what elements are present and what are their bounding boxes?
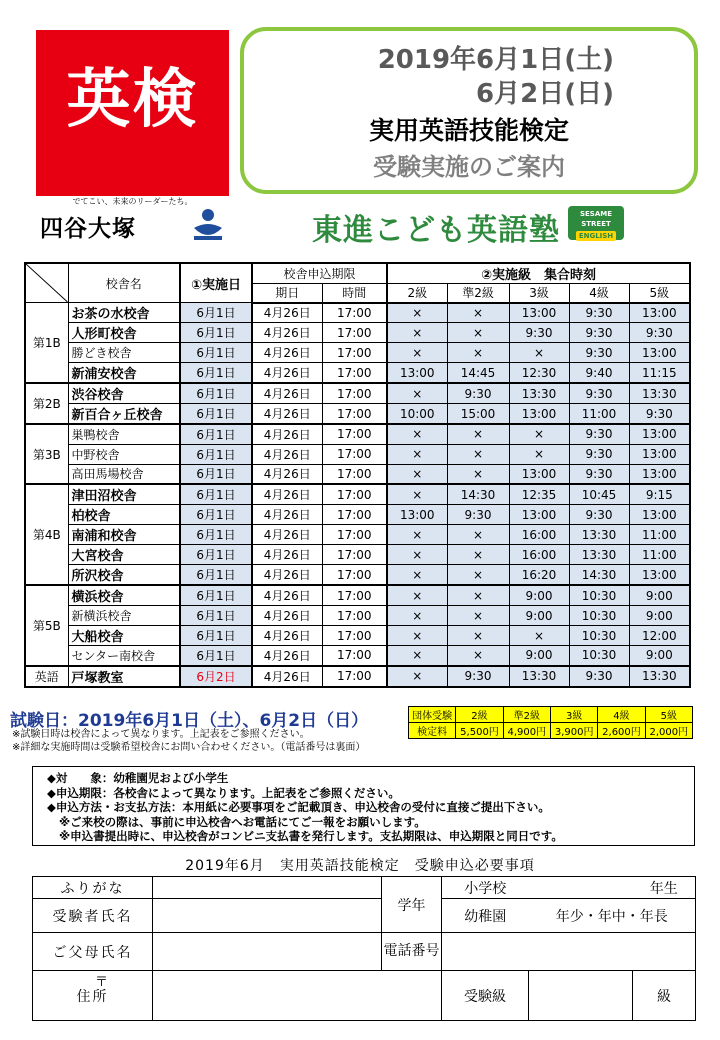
- fee-amount: 3,900円: [550, 723, 597, 739]
- deadline-date: 4月26日: [252, 626, 322, 646]
- gather-time: ×: [387, 626, 447, 646]
- fee-amount: 5,500円: [456, 723, 503, 739]
- deadline-time: 17:00: [322, 666, 387, 687]
- application-form: [32, 876, 696, 1021]
- deadline-date: 4月26日: [252, 484, 322, 505]
- fee-amount: 2,000円: [645, 723, 692, 739]
- header-grade: 5級: [629, 284, 690, 303]
- exam-date: 6月1日: [180, 303, 252, 323]
- grade-label: 学年: [382, 877, 442, 933]
- note-line: ※試験日時は校舎によって異なります。上記表をご参照ください。: [12, 729, 310, 740]
- exam-date: 6月1日: [180, 606, 252, 626]
- exam-date: 6月1日: [180, 525, 252, 545]
- gather-time: 9:30: [569, 505, 629, 525]
- school-name: 新浦安校舎: [68, 363, 180, 384]
- gather-time: ×: [509, 444, 569, 464]
- school-name: 横浜校舎: [68, 585, 180, 606]
- gather-time: 11:15: [629, 363, 690, 384]
- school-name: お茶の水校舎: [68, 303, 180, 323]
- exam-date: 6月1日: [180, 444, 252, 464]
- eiken-logo-text: 英検: [66, 63, 199, 137]
- gather-time: ×: [447, 464, 509, 484]
- table-row: [25, 606, 690, 626]
- gather-time: ×: [387, 525, 447, 545]
- school-name: 南浦和校舎: [68, 525, 180, 545]
- exam-date: 6月1日: [180, 383, 252, 404]
- school-name: 新百合ヶ丘校舎: [68, 404, 180, 425]
- deadline-time: 17:00: [322, 626, 387, 646]
- info-line: ※ご来校の際は、事前に申込校舎へお電話にてご一報をお願いします。: [59, 814, 426, 829]
- school-name: 勝どき校舎: [68, 343, 180, 363]
- group-label: 第5B: [25, 585, 68, 666]
- gather-time: 9:30: [569, 424, 629, 444]
- gather-time: ×: [387, 666, 447, 687]
- exam-date: 6月1日: [180, 484, 252, 505]
- gather-time: 13:00: [509, 404, 569, 425]
- gather-time: 13:00: [629, 444, 690, 464]
- gather-time: 11:00: [629, 545, 690, 565]
- gather-time: ×: [509, 343, 569, 363]
- school-name: 新横浜校舎: [68, 606, 180, 626]
- fee-amount: 4,900円: [503, 723, 550, 739]
- exam-date: 6月1日: [180, 424, 252, 444]
- school-name: 柏校舎: [68, 505, 180, 525]
- schedule-table: [24, 262, 691, 688]
- exam-grade-label: 受験級: [442, 971, 529, 1021]
- elementary-label: 小学校: [442, 877, 529, 899]
- deadline-time: 17:00: [322, 303, 387, 323]
- gather-time: 9:30: [629, 404, 690, 425]
- deadline-date: 4月26日: [252, 585, 322, 606]
- toshin-logo: 東進こども英語塾: [312, 213, 560, 248]
- deadline-time: 17:00: [322, 646, 387, 666]
- yotsuya-name: 四谷大塚: [40, 216, 136, 242]
- table-row: [25, 565, 690, 586]
- gather-time: ×: [387, 444, 447, 464]
- exam-date: 6月1日: [180, 404, 252, 425]
- eiken-slogan: でてこい、未来のリーダーたち。: [72, 197, 193, 206]
- fee-grade: 4級: [598, 707, 645, 723]
- info-box: [32, 766, 695, 846]
- fee-grade: 準2級: [503, 707, 550, 723]
- deadline-date: 4月26日: [252, 343, 322, 363]
- deadline-time: 17:00: [322, 525, 387, 545]
- exam-date: 6月1日: [180, 646, 252, 666]
- sesame-english: ENGLISH: [576, 231, 616, 241]
- gather-time: 9:30: [447, 666, 509, 687]
- gather-time: ×: [387, 646, 447, 666]
- table-row: [25, 343, 690, 363]
- gather-time: ×: [447, 424, 509, 444]
- school-name: センター南校舎: [68, 646, 180, 666]
- header-grade: 準2級: [447, 284, 509, 303]
- gather-time: 9:30: [569, 383, 629, 404]
- table-row: [25, 363, 690, 384]
- gather-time: 13:30: [569, 545, 629, 565]
- deadline-date: 4月26日: [252, 404, 322, 425]
- table-row: [25, 484, 690, 505]
- gather-time: 13:00: [629, 424, 690, 444]
- header-grade: 3級: [509, 284, 569, 303]
- fee-row-label: 団体受験: [409, 707, 456, 723]
- header-school: 校舎名: [68, 263, 180, 303]
- group-label: 第3B: [25, 424, 68, 484]
- page-subtitle: 受験実施のご案内: [373, 153, 565, 181]
- gather-time: 13:30: [509, 666, 569, 687]
- deadline-date: 4月26日: [252, 606, 322, 626]
- gather-time: 10:30: [569, 585, 629, 606]
- exam-date: 6月1日: [180, 464, 252, 484]
- header-deadline-time: 時間: [322, 284, 387, 303]
- exam-date: 6月1日: [180, 505, 252, 525]
- gather-time: ×: [387, 323, 447, 343]
- group-label: 英語: [25, 666, 68, 687]
- gather-time: 13:00: [629, 343, 690, 363]
- table-row: [25, 444, 690, 464]
- table-row: [25, 404, 690, 425]
- school-name: 渋谷校舎: [68, 383, 180, 404]
- gather-time: 14:30: [569, 565, 629, 586]
- gather-time: 10:30: [569, 626, 629, 646]
- gather-time: 10:30: [569, 606, 629, 626]
- deadline-date: 4月26日: [252, 464, 322, 484]
- exam-date: 6月1日: [180, 363, 252, 384]
- deadline-date: 4月26日: [252, 383, 322, 404]
- table-corner: [25, 263, 68, 303]
- deadline-time: 17:00: [322, 343, 387, 363]
- deadline-time: 17:00: [322, 545, 387, 565]
- header-deadline: 校舎申込期限: [252, 263, 387, 284]
- gather-time: 9:30: [629, 323, 690, 343]
- gather-time: 9:00: [629, 606, 690, 626]
- deadline-time: 17:00: [322, 444, 387, 464]
- school-name: 高田馬場校舎: [68, 464, 180, 484]
- gather-time: ×: [387, 585, 447, 606]
- parent-name-field[interactable]: [153, 933, 382, 971]
- yotsuya-logo: [40, 208, 240, 244]
- gather-time: ×: [387, 606, 447, 626]
- deadline-time: 17:00: [322, 404, 387, 425]
- nensei-label: 年生: [633, 877, 696, 899]
- header-deadline-date: 期日: [252, 284, 322, 303]
- school-name: 大宮校舎: [68, 545, 180, 565]
- exam-date-line2: 6月2日(日): [476, 79, 614, 109]
- table-row: [25, 626, 690, 646]
- table-row: [25, 505, 690, 525]
- gather-time: ×: [447, 646, 509, 666]
- exam-date: 6月1日: [180, 545, 252, 565]
- table-row: [25, 303, 690, 323]
- school-name: 所沢校舎: [68, 565, 180, 586]
- gather-time: 13:00: [387, 363, 447, 384]
- examinee-name-label: 受験者氏名: [33, 899, 153, 933]
- school-name: 中野校舎: [68, 444, 180, 464]
- small-notes: [12, 728, 365, 754]
- gather-time: ×: [387, 383, 447, 404]
- gather-time: ×: [447, 343, 509, 363]
- gather-time: ×: [387, 565, 447, 586]
- gather-time: ×: [387, 464, 447, 484]
- gather-time: 11:00: [569, 404, 629, 425]
- deadline-date: 4月26日: [252, 646, 322, 666]
- deadline-date: 4月26日: [252, 666, 322, 687]
- deadline-date: 4月26日: [252, 525, 322, 545]
- exam-date: 6月1日: [180, 585, 252, 606]
- note-line: ※詳細な実施時間は受験希望校舎にお問い合わせください。（電話番号は裏面）: [12, 742, 366, 753]
- table-row: [25, 666, 690, 687]
- phone-label: 電話番号: [382, 933, 442, 971]
- gather-time: ×: [447, 525, 509, 545]
- table-row: [25, 585, 690, 606]
- exam-date: 6月1日: [180, 565, 252, 586]
- gather-time: 9:00: [509, 585, 569, 606]
- group-label: 第1B: [25, 303, 68, 384]
- gather-time: ×: [447, 565, 509, 586]
- group-label: 第4B: [25, 484, 68, 585]
- gather-time: ×: [447, 444, 509, 464]
- table-row: [25, 464, 690, 484]
- gather-time: 9:30: [569, 464, 629, 484]
- fee-grade: 2級: [456, 707, 503, 723]
- deadline-date: 4月26日: [252, 444, 322, 464]
- form-title: 2019年6月 実用英語技能検定 受験申込必要事項: [185, 858, 535, 874]
- exam-grade-field[interactable]: [529, 971, 633, 1021]
- deadline-date: 4月26日: [252, 424, 322, 444]
- gather-time: ×: [387, 424, 447, 444]
- gather-time: ×: [447, 323, 509, 343]
- gather-time: 9:00: [509, 606, 569, 626]
- elementary-grade-field[interactable]: [529, 877, 633, 899]
- gather-time: 15:00: [447, 404, 509, 425]
- info-line: ◆申込期限：各校舎によって異なります。上記表をご参照ください。: [47, 785, 400, 800]
- deadline-time: 17:00: [322, 565, 387, 586]
- deadline-time: 17:00: [322, 323, 387, 343]
- gather-time: ×: [447, 303, 509, 323]
- header-grade: 2級: [387, 284, 447, 303]
- header-grade: 4級: [569, 284, 629, 303]
- gather-time: ×: [447, 545, 509, 565]
- gather-time: 13:00: [509, 303, 569, 323]
- examinee-name-field[interactable]: [153, 899, 382, 933]
- title-box: [240, 27, 698, 194]
- deadline-time: 17:00: [322, 505, 387, 525]
- gather-time: 13:00: [629, 565, 690, 586]
- exam-date: 6月1日: [180, 626, 252, 646]
- exam-date: 6月1日: [180, 343, 252, 363]
- gather-time: ×: [447, 606, 509, 626]
- school-name: 戸塚教室: [68, 666, 180, 687]
- deadline-time: 17:00: [322, 363, 387, 384]
- gather-time: 13:00: [387, 505, 447, 525]
- gather-time: 9:30: [569, 666, 629, 687]
- kinder-years-options[interactable]: 年少・年中・年長: [529, 899, 696, 933]
- gather-time: ×: [387, 545, 447, 565]
- page-title: 実用英語技能検定: [368, 116, 569, 145]
- address-field[interactable]: [95, 971, 442, 1021]
- sesame-text: SESAME STREET: [579, 210, 613, 228]
- fee-grade: 5級: [645, 707, 692, 723]
- school-name: 大船校舎: [68, 626, 180, 646]
- gather-time: 9:00: [629, 646, 690, 666]
- gather-time: ×: [509, 424, 569, 444]
- schedule-body: [25, 303, 690, 687]
- header-exam-date: ①実施日: [180, 263, 252, 303]
- gather-time: 9:30: [447, 383, 509, 404]
- gather-time: 10:45: [569, 484, 629, 505]
- deadline-time: 17:00: [322, 383, 387, 404]
- info-line: ◆対 象：幼稚園児および小学生: [47, 771, 229, 785]
- deadline-time: 17:00: [322, 424, 387, 444]
- gather-time: ×: [387, 484, 447, 505]
- school-name: 人形町校舎: [68, 323, 180, 343]
- gather-time: 13:30: [629, 666, 690, 687]
- gather-time: 9:30: [447, 505, 509, 525]
- gather-time: 9:15: [629, 484, 690, 505]
- fee-table: [408, 706, 693, 739]
- gather-time: 9:40: [569, 363, 629, 384]
- gather-time: 11:00: [629, 525, 690, 545]
- gather-time: 16:00: [509, 525, 569, 545]
- table-row: [25, 383, 690, 404]
- deadline-date: 4月26日: [252, 545, 322, 565]
- gather-time: ×: [509, 626, 569, 646]
- deadline-date: 4月26日: [252, 565, 322, 586]
- school-name: 巣鴨校舎: [68, 424, 180, 444]
- info-line: ◆申込方法・お支払方法：本用紙に必要事項をご記載頂き、申込校舎の受付に直接ご提出下さい。: [47, 800, 550, 814]
- info-line: ※申込書提出時に、申込校舎がコンビニ支払書を発行します。支払期限は、申込期限と同日です。: [59, 829, 563, 843]
- gather-time: 13:30: [509, 383, 569, 404]
- sesame-street-logo: [568, 206, 624, 240]
- gather-time: 13:30: [569, 525, 629, 545]
- zip-mark: 〒: [95, 975, 109, 990]
- gather-time: 14:45: [447, 363, 509, 384]
- kyu-label: 級: [633, 971, 696, 1021]
- gather-time: 9:30: [569, 303, 629, 323]
- gather-time: 14:30: [447, 484, 509, 505]
- gather-time: ×: [447, 585, 509, 606]
- gather-time: 9:30: [569, 323, 629, 343]
- gather-time: 9:00: [629, 585, 690, 606]
- table-row: [25, 525, 690, 545]
- gather-time: 16:20: [509, 565, 569, 586]
- header-gather: ②実施級 集合時刻: [387, 263, 690, 284]
- deadline-date: 4月26日: [252, 323, 322, 343]
- eiken-logo: [36, 30, 229, 206]
- phone-field[interactable]: [442, 933, 696, 971]
- gather-time: 10:00: [387, 404, 447, 425]
- gather-time: 10:30: [569, 646, 629, 666]
- gather-time: 13:00: [629, 464, 690, 484]
- table-row: [25, 646, 690, 666]
- exam-date-line1: 2019年6月1日(土): [377, 45, 614, 75]
- table-row: [25, 424, 690, 444]
- gather-time: 12:35: [509, 484, 569, 505]
- gather-time: 13:30: [629, 383, 690, 404]
- school-name: 津田沼校舎: [68, 484, 180, 505]
- fee-grade: 3級: [550, 707, 597, 723]
- gather-time: ×: [387, 303, 447, 323]
- parent-name-label: ご父母氏名: [33, 933, 153, 971]
- furigana-field[interactable]: [153, 877, 382, 899]
- deadline-date: 4月26日: [252, 363, 322, 384]
- deadline-date: 4月26日: [252, 303, 322, 323]
- gather-time: ×: [447, 626, 509, 646]
- table-row: [25, 323, 690, 343]
- deadline-date: 4月26日: [252, 505, 322, 525]
- gather-time: 13:00: [509, 464, 569, 484]
- group-label: 第2B: [25, 383, 68, 424]
- gather-time: 13:00: [509, 505, 569, 525]
- exam-day-heading: 試験日：2019年6月1日（土）、6月2日（日）: [10, 711, 369, 731]
- fee-row-label: 検定料: [409, 723, 456, 739]
- gather-time: ×: [387, 343, 447, 363]
- gather-time: 12:00: [629, 626, 690, 646]
- fee-amount: 2,600円: [598, 723, 645, 739]
- gather-time: 16:00: [509, 545, 569, 565]
- gather-time: 12:30: [509, 363, 569, 384]
- yotsuya-emblem-icon: [190, 208, 226, 242]
- address-label: 住所: [33, 971, 153, 1021]
- table-row: [25, 545, 690, 565]
- exam-date: 6月1日: [180, 323, 252, 343]
- exam-date: 6月2日: [180, 666, 252, 687]
- deadline-time: 17:00: [322, 585, 387, 606]
- gather-time: 9:00: [509, 646, 569, 666]
- gather-time: 13:00: [629, 303, 690, 323]
- deadline-time: 17:00: [322, 484, 387, 505]
- furigana-label: ふりがな: [33, 877, 153, 899]
- deadline-time: 17:00: [322, 606, 387, 626]
- deadline-time: 17:00: [322, 464, 387, 484]
- gather-time: 9:30: [509, 323, 569, 343]
- kindergarten-label: 幼稚園: [442, 899, 529, 933]
- gather-time: 9:30: [569, 444, 629, 464]
- gather-time: 9:30: [569, 343, 629, 363]
- gather-time: 13:00: [629, 505, 690, 525]
